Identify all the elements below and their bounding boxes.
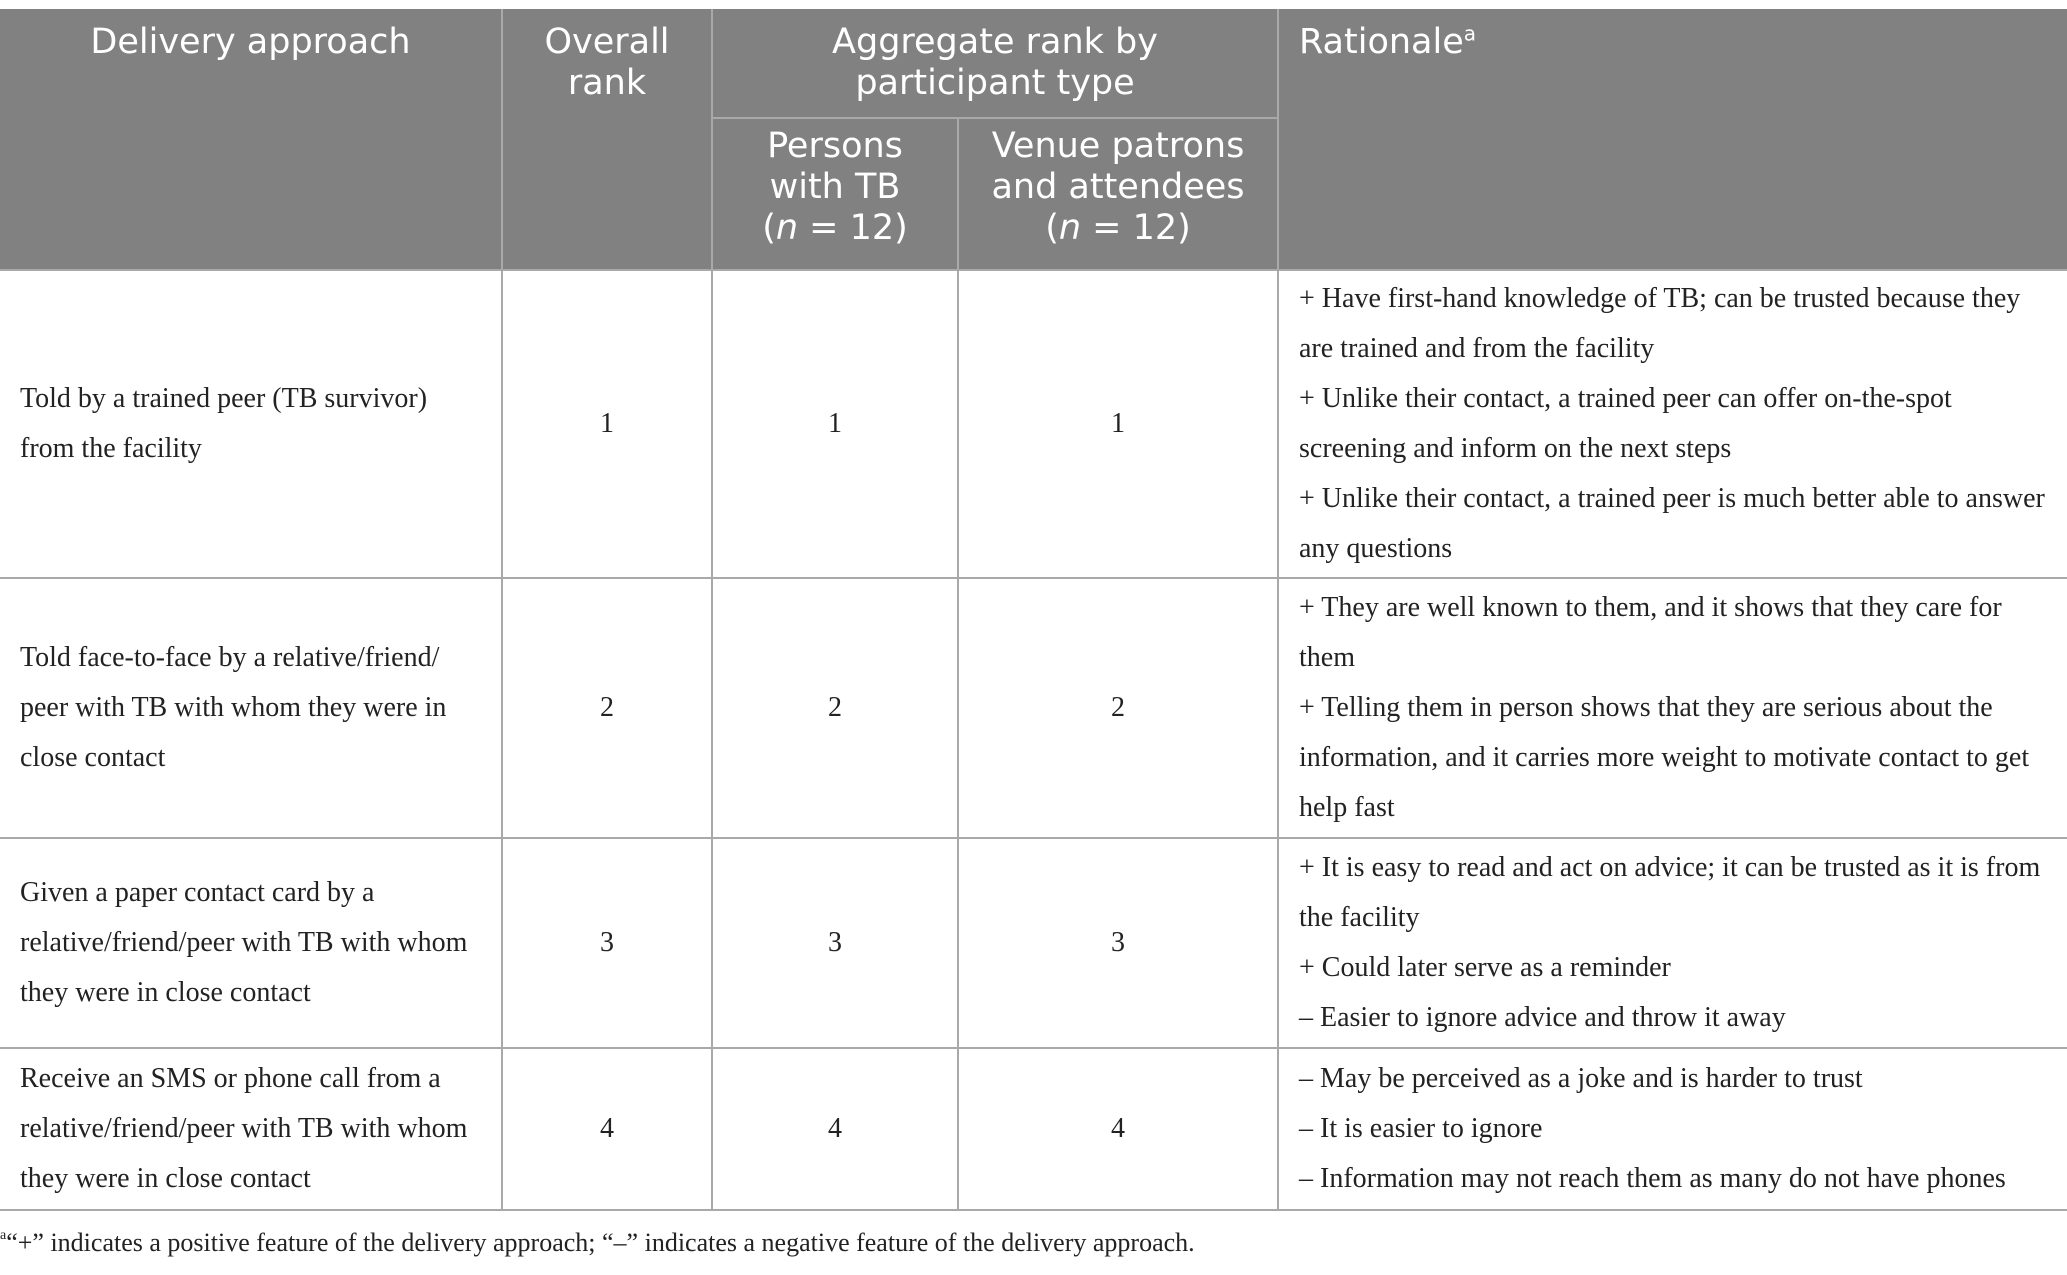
header-row-top <box>0 9 2067 118</box>
cell-rationale <box>1278 270 2067 578</box>
table-row <box>0 838 2067 1048</box>
rationale-line: + Unlike their contact, a trained peer can offer on-the-spot screening and inform on the next steps <box>1299 383 1952 464</box>
cell-overall-rank: 3 <box>502 838 712 1048</box>
cell-rationale <box>1278 578 2067 838</box>
header-venue-patrons-n-rest: = 12) <box>1081 208 1191 248</box>
cell-overall-rank: 1 <box>502 270 712 578</box>
header-venue-patrons <box>958 118 1278 270</box>
cell-approach: Receive an SMS or phone call from a relative/friend/peer with TB with whom they were in close contact <box>0 1048 502 1210</box>
header-overall-rank: Overall rank <box>502 9 712 270</box>
rationale-line: + Could later serve as a reminder <box>1299 952 1671 983</box>
rationale-line: – May be perceived as a joke and is harder to trust <box>1299 1063 1863 1094</box>
ranking-table <box>0 9 2067 1211</box>
cell-persons-with-tb-rank: 3 <box>712 838 958 1048</box>
cell-rationale <box>1278 1048 2067 1210</box>
rationale-line: + Have first-hand knowledge of TB; can be trusted because they are trained and from the facility <box>1299 283 2021 364</box>
table-row <box>0 1048 2067 1210</box>
rationale-line: + They are well known to them, and it shows that they care for them <box>1299 592 2002 673</box>
cell-venue-patrons-rank: 1 <box>958 270 1278 578</box>
header-venue-patrons-n-open: ( <box>1045 208 1059 248</box>
footnote-marker: a <box>0 1228 7 1243</box>
header-delivery-approach: Delivery approach <box>0 9 502 270</box>
table-row <box>0 578 2067 838</box>
rationale-footnote-marker: a <box>1463 21 1477 46</box>
header-persons-with-tb-n-var: n <box>775 208 799 248</box>
table-footnote <box>0 1228 1195 1258</box>
rationale-line: + Unlike their contact, a trained peer is much better able to answer any questions <box>1299 483 2045 564</box>
cell-persons-with-tb-rank: 2 <box>712 578 958 838</box>
header-venue-patrons-n-var: n <box>1058 208 1082 248</box>
cell-overall-rank: 4 <box>502 1048 712 1210</box>
header-persons-with-tb-n-open: ( <box>762 208 776 248</box>
cell-approach: Told by a trained peer (TB survivor) from the facility <box>0 270 502 578</box>
cell-venue-patrons-rank: 4 <box>958 1048 1278 1210</box>
header-rationale <box>1278 9 2067 270</box>
cell-approach: Told face-to-face by a relative/friend/ peer with TB with whom they were in close contact <box>0 578 502 838</box>
cell-venue-patrons-rank: 2 <box>958 578 1278 838</box>
cell-rationale <box>1278 838 2067 1048</box>
header-venue-patrons-label: Venue patrons and attendees <box>991 126 1245 207</box>
cell-venue-patrons-rank: 3 <box>958 838 1278 1048</box>
cell-approach: Given a paper contact card by a relative/friend/peer with TB with whom they were in close contact <box>0 838 502 1048</box>
rationale-line: – Information may not reach them as many do not have phones <box>1299 1163 2006 1194</box>
cell-persons-with-tb-rank: 1 <box>712 270 958 578</box>
rationale-line: + Telling them in person shows that they are serious about the information, and it carries more weight to motivate contact to get help fast <box>1299 692 2030 823</box>
footnote-text: “+” indicates a positive feature of the delivery approach; “–” indicates a negative feature of the delivery approach. <box>6 1228 1195 1257</box>
table-container <box>0 9 2067 1211</box>
cell-overall-rank: 2 <box>502 578 712 838</box>
header-rationale-text: Rationale <box>1299 22 1464 62</box>
header-persons-with-tb-label: Persons with TB <box>767 126 903 207</box>
table-row <box>0 270 2067 578</box>
rationale-line: – Easier to ignore advice and throw it away <box>1299 1002 1786 1033</box>
header-persons-with-tb <box>712 118 958 270</box>
rationale-line: – It is easier to ignore <box>1299 1113 1543 1144</box>
cell-persons-with-tb-rank: 4 <box>712 1048 958 1210</box>
rationale-line: + It is easy to read and act on advice; it can be trusted as it is from the facility <box>1299 852 2041 933</box>
header-persons-with-tb-n-rest: = 12) <box>798 208 908 248</box>
header-aggregate-rank: Aggregate rank by participant type <box>712 9 1278 118</box>
